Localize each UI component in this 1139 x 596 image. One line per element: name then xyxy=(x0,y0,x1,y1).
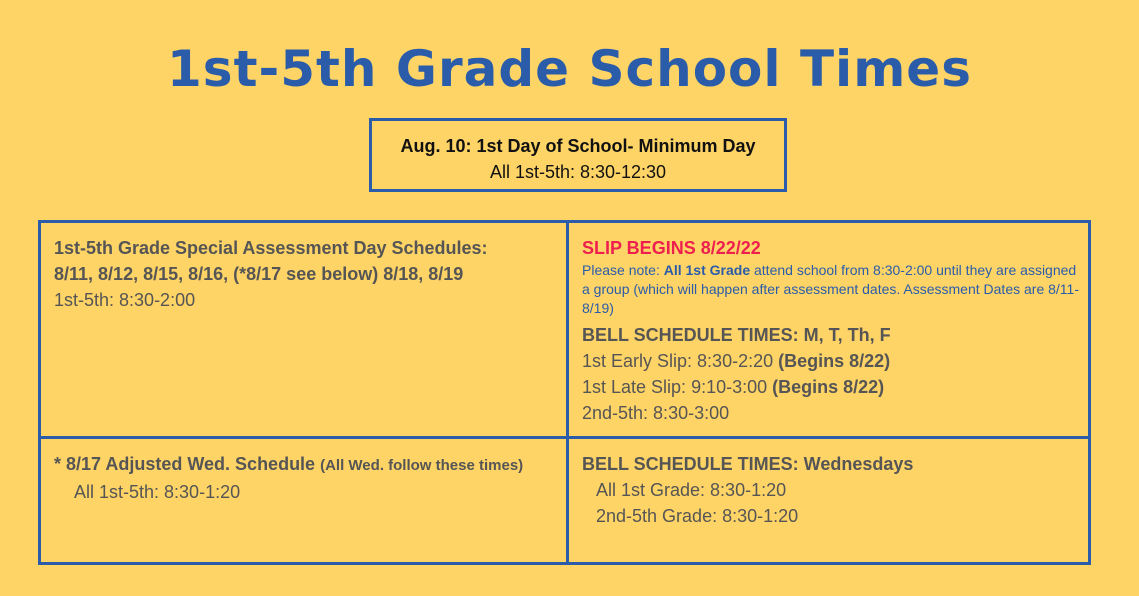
wednesdays-cell xyxy=(569,439,1091,562)
early-slip-text: 1st Early Slip: 8:30-2:20 xyxy=(582,351,779,371)
adjusted-wed-cell xyxy=(41,439,569,562)
slip-note-bold: All 1st Grade xyxy=(663,262,751,278)
adjusted-wed-times: All 1st-5th: 8:30-1:20 xyxy=(74,482,241,502)
wednesdays-first-grade: All 1st Grade: 8:30-1:20 xyxy=(596,480,787,500)
assessment-dates: 8/11, 8/12, 8/15, 8/16, (*8/17 see below) 8/18, 8/19 xyxy=(54,264,464,284)
first-day-box xyxy=(369,118,787,192)
wednesdays-heading: BELL SCHEDULE TIMES: Wednesdays xyxy=(582,454,914,474)
page-title: 1st-5th Grade School Times xyxy=(167,40,972,98)
early-slip-begins: (Begins 8/22) xyxy=(778,351,891,371)
first-day-detail: All 1st-5th: 8:30-12:30 xyxy=(489,162,667,182)
slip-note-rest: attend school from 8:30-2:00 until they are assigned a group (which will happen after assessment dates. Assessment Dates are 8/11-8/19) xyxy=(582,262,1079,316)
assessment-times: 1st-5th: 8:30-2:00 xyxy=(54,290,196,310)
early-slip-time xyxy=(582,348,1079,374)
grades-2-5-time: 2nd-5th: 8:30-3:00 xyxy=(582,403,730,423)
assessment-heading: 1st-5th Grade Special Assessment Day Schedules: xyxy=(54,238,488,258)
wednesdays-grades-2-5: 2nd-5th Grade: 8:30-1:20 xyxy=(596,506,799,526)
slip-heading: SLIP BEGINS 8/22/22 xyxy=(582,238,761,258)
slip-note xyxy=(582,261,1079,318)
schedule-table xyxy=(38,220,1091,565)
bell-schedule-heading: BELL SCHEDULE TIMES: M, T, Th, F xyxy=(582,325,891,345)
first-day-heading: Aug. 10: 1st Day of School- Minimum Day xyxy=(400,136,756,156)
adjusted-wed-heading: * 8/17 Adjusted Wed. Schedule xyxy=(54,454,316,474)
adjusted-wed-note: (All Wed. follow these times) xyxy=(320,457,524,474)
late-slip-text: 1st Late Slip: 9:10-3:00 xyxy=(582,377,773,397)
assessment-cell xyxy=(41,223,569,439)
slip-note-prefix: Please note: xyxy=(582,262,664,278)
late-slip-time xyxy=(582,374,1079,400)
late-slip-begins: (Begins 8/22) xyxy=(772,377,885,397)
adjusted-wed-heading-row xyxy=(54,451,554,479)
slip-cell xyxy=(569,223,1091,439)
